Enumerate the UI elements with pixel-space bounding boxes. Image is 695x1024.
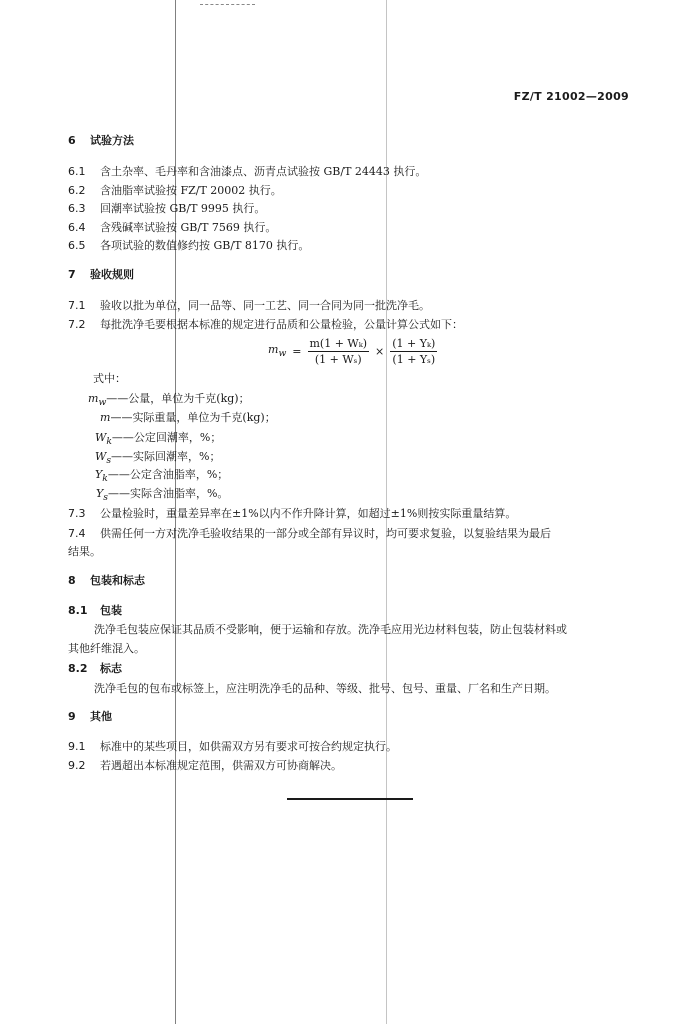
subsection-heading bbox=[68, 602, 122, 618]
subsection-heading bbox=[68, 660, 122, 676]
definition-text: ——实际含油脂率，%。 bbox=[107, 487, 229, 500]
formula-fraction-2 bbox=[390, 337, 437, 366]
definition-symbol: m bbox=[100, 411, 111, 424]
definition bbox=[95, 429, 221, 447]
clause-text: 供需任何一方对洗净毛验收结果的一部分或全部有异议时，均可要求复验，以复验结果为最后 bbox=[100, 527, 551, 540]
clause bbox=[68, 738, 397, 754]
clause-text-continued: 结果。 bbox=[68, 545, 101, 558]
formula-lhs: $m_w$ bbox=[268, 343, 287, 360]
definition-symbol: $Y_s$ bbox=[96, 487, 108, 504]
clause-number: 7.1 bbox=[68, 299, 86, 312]
section-heading bbox=[68, 572, 145, 588]
where-label: 式中： bbox=[93, 372, 126, 385]
section-title: 验收规则 bbox=[90, 268, 134, 281]
fraction-numerator: m(1 + Wₖ) bbox=[309, 337, 368, 350]
clause bbox=[68, 316, 463, 332]
section-number: 9 bbox=[68, 710, 76, 723]
clause-text: 含土杂率、毛丹率和含油漆点、沥青点试验按 GB/T 24443 执行。 bbox=[100, 165, 427, 178]
paragraph: 洗净毛包的包布或标签上，应注明洗净毛的品种、等级、批号、包号、重量、厂名和生产日期。 bbox=[94, 682, 556, 695]
section-title: 其他 bbox=[90, 710, 112, 723]
section-heading bbox=[68, 132, 134, 148]
clause-number: 6.5 bbox=[68, 239, 86, 252]
paragraph: 洗净毛包装应保证其品质不受影响，便于运输和存放。洗净毛应用光边材料包装，防止包装材料或 bbox=[94, 623, 567, 636]
definition-text: ——公定回潮率，%； bbox=[111, 431, 222, 444]
clause bbox=[68, 297, 430, 313]
subsection-title: 标志 bbox=[100, 662, 122, 675]
clause-text: 回潮率试验按 GB/T 9995 执行。 bbox=[100, 202, 266, 215]
definition-text: ——公量，单位为千克(kg)； bbox=[106, 392, 250, 405]
section-title: 包装和标志 bbox=[90, 574, 145, 587]
clause-text: 含油脂率试验按 FZ/T 20002 执行。 bbox=[100, 184, 282, 197]
definition-symbol: $W_k$ bbox=[95, 431, 112, 448]
clause-number: 6.4 bbox=[68, 221, 86, 234]
definition bbox=[88, 390, 250, 408]
formula-equals: = bbox=[292, 345, 302, 358]
clause bbox=[68, 505, 516, 521]
definition-symbol: $Y_k$ bbox=[95, 468, 108, 485]
formula bbox=[268, 337, 437, 366]
fraction-denominator: (1 + Wₛ) bbox=[314, 353, 362, 366]
clause-text: 验收以批为单位，同一品等、同一工艺、同一合同为同一批洗净毛。 bbox=[100, 299, 430, 312]
definition-text: ——实际回潮率，%； bbox=[111, 450, 221, 463]
clause-number: 6.3 bbox=[68, 202, 86, 215]
definition bbox=[95, 448, 220, 466]
clause-text: 公量检验时，重量差异率在±1%以内不作升降计算，如超过±1%则按实际重量结算。 bbox=[100, 507, 517, 520]
clause-number: 8.2 bbox=[68, 662, 88, 675]
clause bbox=[68, 200, 265, 216]
clause bbox=[68, 525, 551, 541]
clause bbox=[68, 182, 282, 198]
clause-text: 含残碱率试验按 GB/T 7569 执行。 bbox=[100, 221, 277, 234]
clause bbox=[68, 219, 276, 235]
clause bbox=[68, 163, 426, 179]
definition-text: ——公定含油脂率，%； bbox=[107, 468, 229, 481]
definition-text: ——实际重量，单位为千克(kg)； bbox=[110, 411, 276, 424]
subsection-title: 包装 bbox=[100, 604, 122, 617]
clause-number: 9.1 bbox=[68, 740, 86, 753]
clause-text: 每批洗净毛要根据本标准的规定进行品质和公量检验，公量计算公式如下： bbox=[100, 318, 463, 331]
standard-code: FZ/T 21002—2009 bbox=[513, 90, 629, 103]
section-number: 7 bbox=[68, 268, 76, 281]
section-number: 6 bbox=[68, 134, 76, 147]
clause-number: 6.1 bbox=[68, 165, 86, 178]
definition-symbol: $W_s$ bbox=[95, 450, 112, 467]
section-number: 8 bbox=[68, 574, 76, 587]
clause-number: 9.2 bbox=[68, 759, 86, 772]
section-heading bbox=[68, 708, 112, 724]
clause-text: 各项试验的数值修约按 GB/T 8170 执行。 bbox=[100, 239, 310, 252]
definition bbox=[96, 485, 228, 503]
formula-fraction-1 bbox=[308, 337, 370, 366]
scan-artifact-dash bbox=[200, 4, 255, 5]
fraction-numerator: (1 + Yₖ) bbox=[392, 337, 436, 350]
clause-number: 7.4 bbox=[68, 527, 86, 540]
formula-times: × bbox=[375, 345, 385, 358]
end-of-document-rule bbox=[287, 798, 413, 800]
definition bbox=[100, 409, 276, 425]
definition-symbol: $m_w$ bbox=[88, 392, 107, 409]
clause bbox=[68, 757, 342, 773]
clause-text: 若遇超出本标准规定范围，供需双方可协商解决。 bbox=[100, 759, 342, 772]
fraction-denominator: (1 + Yₛ) bbox=[392, 353, 436, 366]
clause bbox=[68, 237, 309, 253]
paragraph-continued: 其他纤维混入。 bbox=[68, 642, 145, 655]
definition bbox=[95, 466, 228, 484]
clause-number: 7.3 bbox=[68, 507, 86, 520]
clause-number: 6.2 bbox=[68, 184, 86, 197]
section-heading bbox=[68, 266, 134, 282]
section-title: 试验方法 bbox=[90, 134, 134, 147]
clause-text: 标准中的某些项目，如供需双方另有要求可按合约规定执行。 bbox=[100, 740, 397, 753]
clause-number: 8.1 bbox=[68, 604, 88, 617]
clause-number: 7.2 bbox=[68, 318, 86, 331]
